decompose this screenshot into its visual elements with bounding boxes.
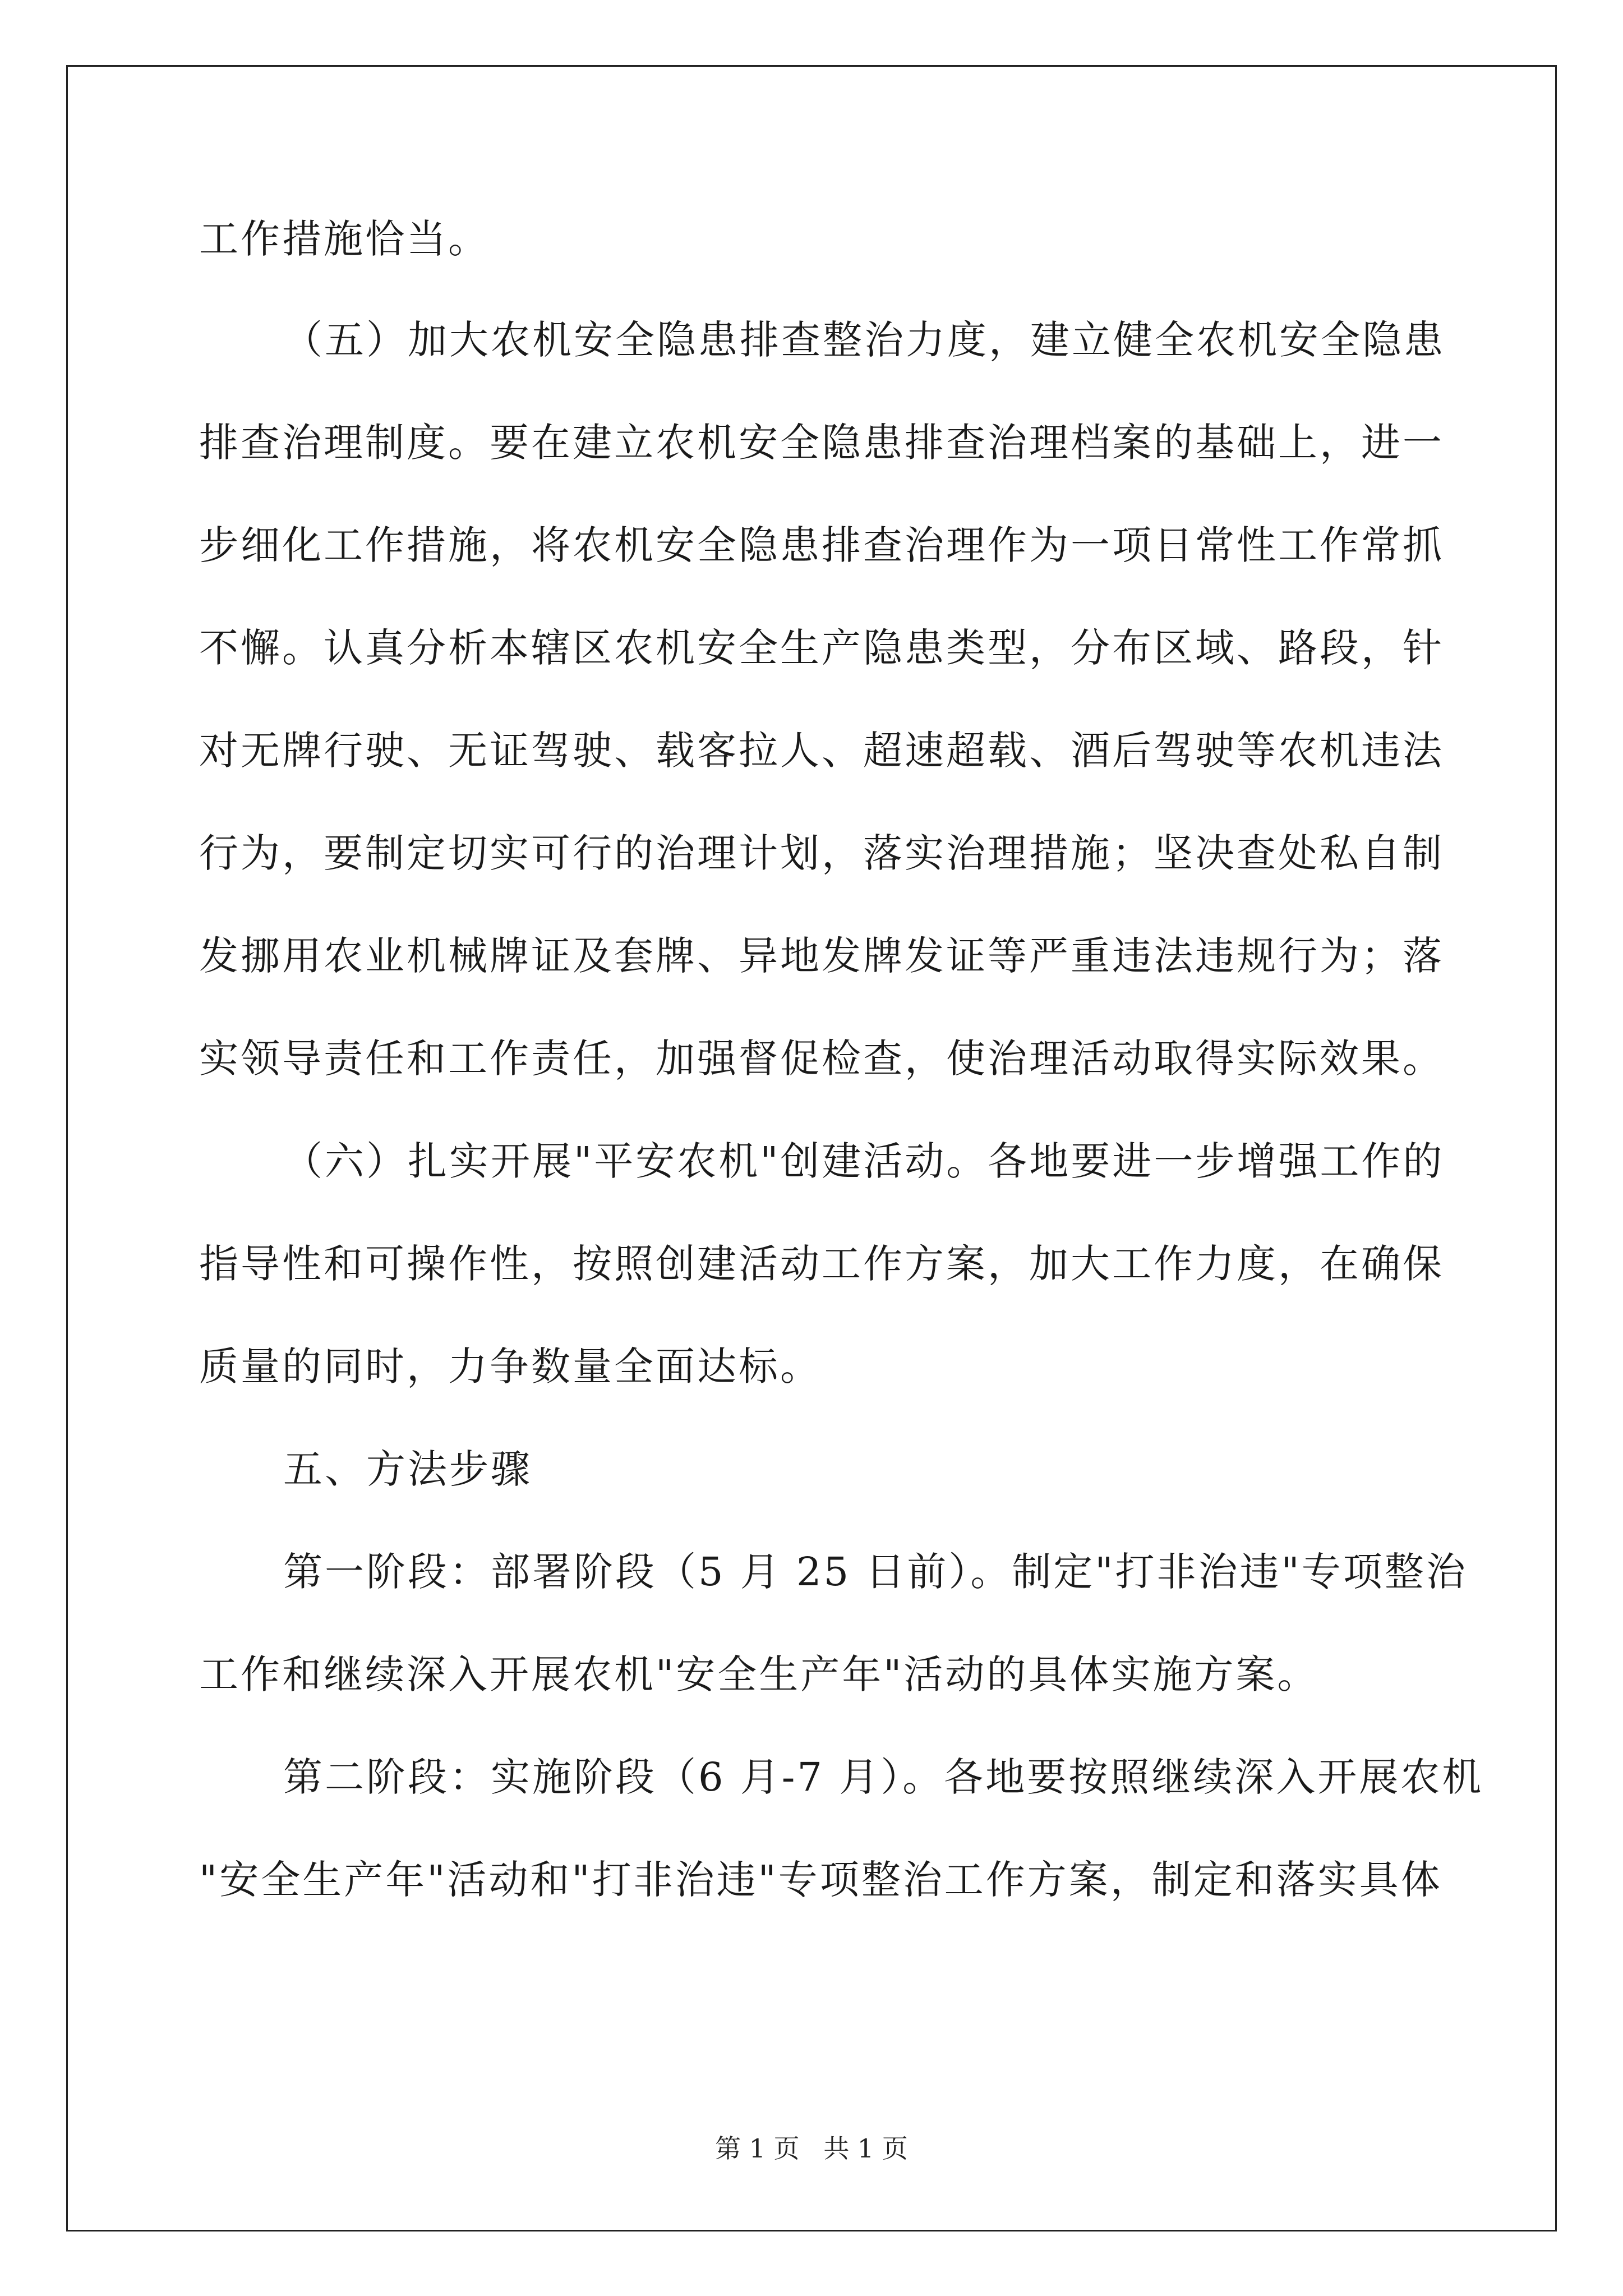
section-heading: 五、方法步骤	[283, 1446, 532, 1492]
paragraph-line: 第一阶段：部署阶段（5 月 25 日前）。制定"打非治违"专项整治	[283, 1549, 1468, 1595]
paragraph-line: 实领导责任和工作责任，加强督促检查，使治理活动取得实际效果。	[199, 1036, 1444, 1082]
paragraph-line: 工作和继续深入开展农机"安全生产年"活动的具体实施方案。	[199, 1651, 1319, 1697]
paragraph-line: （六）扎实开展"平安农机"创建活动。各地要进一步增强工作的	[283, 1138, 1445, 1184]
paragraph-line: 不懈。认真分析本辖区农机安全生产隐患类型，分布区域、路段，针	[199, 625, 1444, 671]
paragraph-line: 步细化工作措施，将农机安全隐患排查治理作为一项日常性工作常抓	[199, 522, 1444, 568]
paragraph-line: 质量的同时，力争数量全面达标。	[199, 1343, 822, 1389]
page-number-current: 第 1 页	[715, 2133, 800, 2164]
page-footer	[0, 2132, 1623, 2165]
paragraph-line: 对无牌行驶、无证驾驶、载客拉人、超速超载、酒后驾驶等农机违法	[199, 728, 1444, 774]
paragraph-line: 发挪用农业机械牌证及套牌、异地发牌发证等严重违法违规行为；落	[199, 933, 1444, 979]
paragraph-line: 第二阶段：实施阶段（6 月-7 月）。各地要按照继续深入开展农机	[283, 1754, 1484, 1800]
paragraph-line: "安全生产年"活动和"打非治违"专项整治工作方案，制定和落实具体	[199, 1857, 1442, 1903]
page-number-total: 共 1 页	[823, 2133, 908, 2164]
paragraph-line: 工作措施恰当。	[199, 216, 490, 262]
paragraph-line: 指导性和可操作性，按照创建活动工作方案，加大工作力度，在确保	[199, 1241, 1444, 1287]
paragraph-line: （五）加大农机安全隐患排查整治力度，建立健全农机安全隐患	[283, 317, 1445, 363]
paragraph-line: 行为，要制定切实可行的治理计划，落实治理措施；坚决查处私自制	[199, 830, 1444, 876]
paragraph-line: 排查治理制度。要在建立农机安全隐患排查治理档案的基础上，进一	[199, 420, 1444, 466]
